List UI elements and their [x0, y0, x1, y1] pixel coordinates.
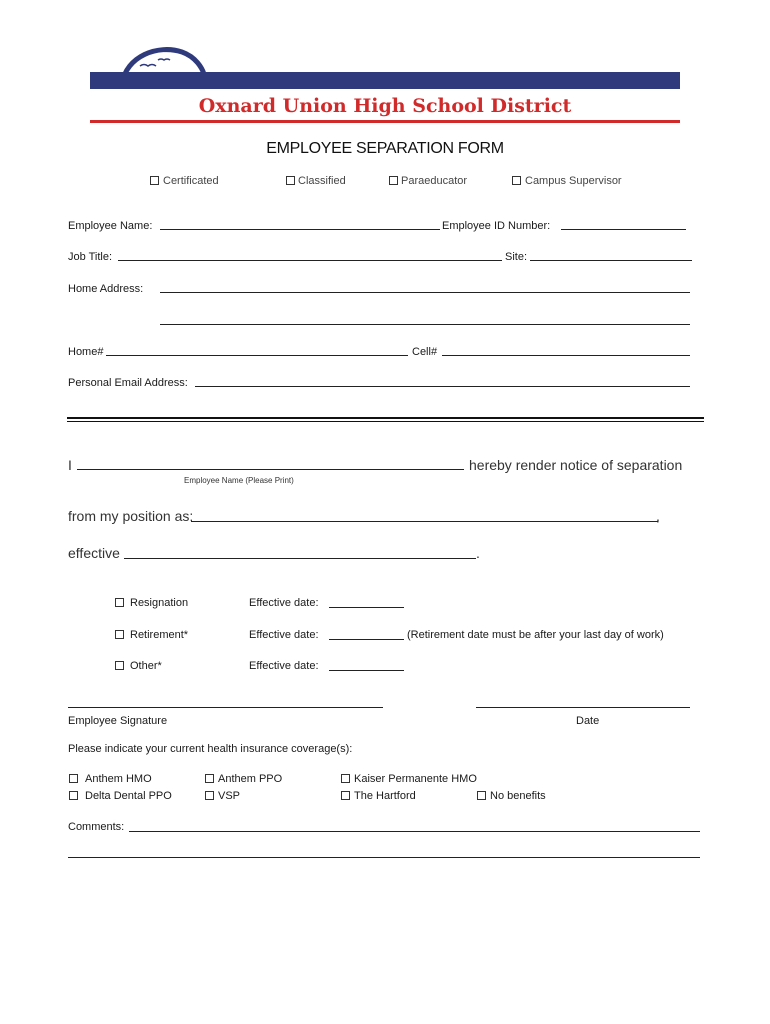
- notice-hereby-text: hereby render notice of separation: [469, 457, 683, 473]
- employee-signature-field[interactable]: [68, 707, 383, 708]
- cell-phone-label: Cell#: [412, 346, 438, 358]
- comments-field-1[interactable]: [129, 831, 700, 832]
- classified-label: Classified: [298, 175, 346, 187]
- home-address-field-1[interactable]: [160, 292, 690, 293]
- district-name: Oxnard Union High School District: [198, 95, 572, 117]
- paraeducator-label: Paraeducator: [401, 175, 468, 187]
- personal-email-field[interactable]: [195, 386, 690, 387]
- vsp-label: VSP: [218, 790, 241, 802]
- no-benefits-checkbox[interactable]: [477, 791, 486, 800]
- hartford-label: The Hartford: [354, 790, 416, 802]
- site-label: Site:: [505, 251, 528, 263]
- other-label: Other*: [130, 660, 162, 672]
- delta-dental-checkbox[interactable]: [69, 791, 78, 800]
- anthem-hmo-checkbox[interactable]: [69, 774, 78, 783]
- home-address-field-2[interactable]: [160, 324, 690, 325]
- comments-label: Comments:: [68, 821, 125, 833]
- hartford-checkbox[interactable]: [341, 791, 350, 800]
- other-date-label: Effective date:: [249, 660, 319, 672]
- site-field[interactable]: [530, 260, 692, 261]
- resignation-date-field[interactable]: [329, 607, 404, 608]
- form-title: EMPLOYEE SEPARATION FORM: [266, 140, 504, 157]
- employee-id-label: Employee ID Number:: [442, 220, 551, 232]
- retirement-checkbox[interactable]: [115, 630, 124, 639]
- no-benefits-label: No benefits: [490, 790, 546, 802]
- cell-phone-field[interactable]: [442, 355, 690, 356]
- position-field[interactable]: [191, 521, 658, 522]
- signature-date-field[interactable]: [476, 707, 690, 708]
- kaiser-hmo-checkbox[interactable]: [341, 774, 350, 783]
- classified-checkbox[interactable]: [286, 176, 295, 185]
- header-red-rule: [90, 120, 680, 123]
- notice-name-field[interactable]: [77, 469, 464, 470]
- campus-supervisor-checkbox[interactable]: [512, 176, 521, 185]
- delta-dental-label: Delta Dental PPO: [85, 790, 172, 802]
- resignation-checkbox[interactable]: [115, 598, 124, 607]
- home-phone-field[interactable]: [106, 355, 408, 356]
- other-checkbox[interactable]: [115, 661, 124, 670]
- job-title-label: Job Title:: [68, 251, 113, 263]
- signature-date-label: Date: [576, 715, 600, 727]
- resignation-label: Resignation: [130, 597, 189, 609]
- certificated-checkbox[interactable]: [150, 176, 159, 185]
- paraeducator-checkbox[interactable]: [389, 176, 398, 185]
- effective-period: .: [476, 545, 480, 561]
- anthem-hmo-label: Anthem HMO: [85, 773, 152, 785]
- vsp-checkbox[interactable]: [205, 791, 214, 800]
- comments-field-2[interactable]: [68, 857, 700, 858]
- retirement-date-field[interactable]: [329, 639, 404, 640]
- personal-email-label: Personal Email Address:: [68, 377, 188, 389]
- section-divider-top: [67, 417, 704, 419]
- kaiser-hmo-label: Kaiser Permanente HMO: [354, 773, 477, 785]
- from-position-text: from my position as:: [68, 508, 194, 524]
- employee-id-field[interactable]: [561, 229, 686, 230]
- resignation-date-label: Effective date:: [249, 597, 319, 609]
- logo-band: [90, 72, 680, 89]
- job-title-field[interactable]: [118, 260, 502, 261]
- effective-text: effective: [68, 545, 120, 561]
- anthem-ppo-checkbox[interactable]: [205, 774, 214, 783]
- name-caption: Employee Name (Please Print): [184, 476, 294, 485]
- effective-field[interactable]: [124, 558, 476, 559]
- home-phone-label: Home#: [68, 346, 104, 358]
- other-date-field[interactable]: [329, 670, 404, 671]
- certificated-label: Certificated: [163, 175, 219, 187]
- position-comma: ,: [656, 508, 660, 524]
- campus-supervisor-label: Campus Supervisor: [525, 175, 622, 187]
- retirement-label: Retirement*: [130, 629, 189, 641]
- section-divider-bottom: [67, 421, 704, 422]
- employee-signature-label: Employee Signature: [68, 715, 168, 727]
- insurance-prompt: Please indicate your current health insurance coverage(s):: [68, 743, 353, 755]
- employee-name-label: Employee Name:: [68, 220, 153, 232]
- employee-name-field[interactable]: [160, 229, 440, 230]
- home-address-label: Home Address:: [68, 283, 144, 295]
- retirement-note: (Retirement date must be after your last day of work): [407, 629, 664, 641]
- retirement-date-label: Effective date:: [249, 629, 319, 641]
- notice-i: I: [68, 457, 72, 473]
- anthem-ppo-label: Anthem PPO: [218, 773, 283, 785]
